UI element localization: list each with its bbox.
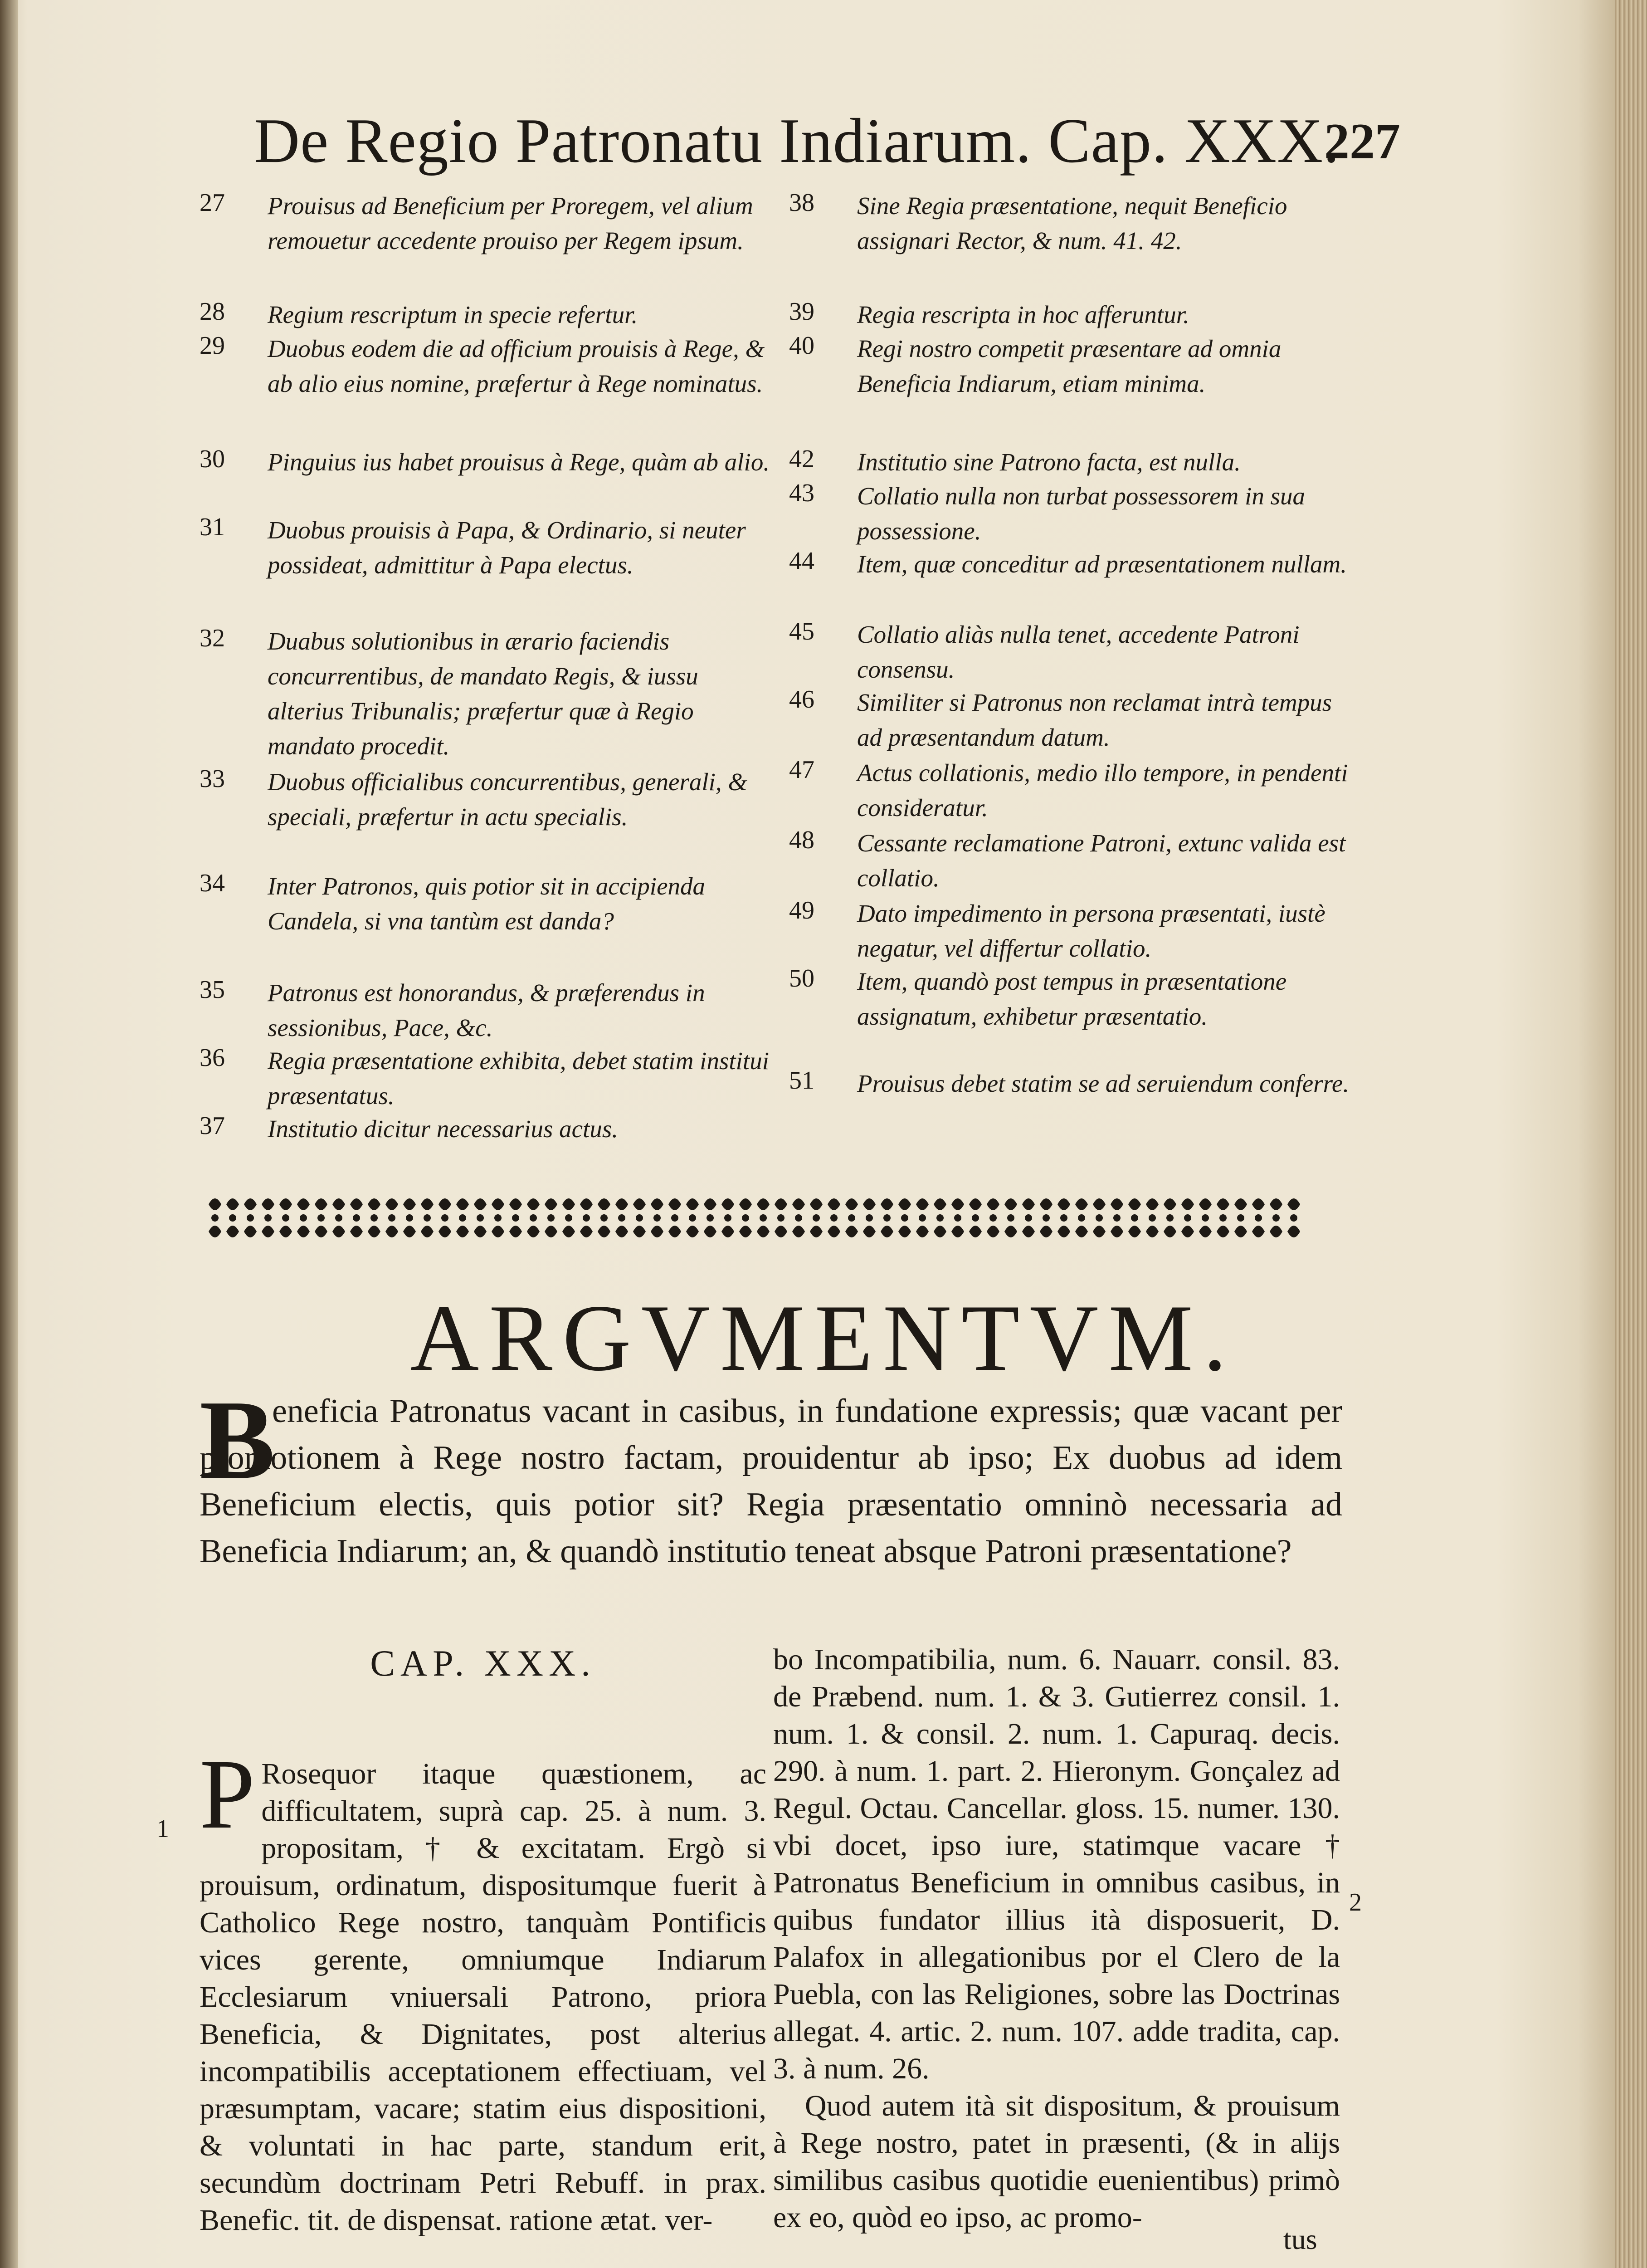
fleuron-ornament bbox=[545, 1198, 557, 1237]
drop-cap: P bbox=[200, 1739, 255, 1849]
fleuron-ornament bbox=[492, 1198, 504, 1237]
summary-text: Duobus eodem die ad officium prouisis à Rege, & ab alio eius nomine, præfertur à Rege nominatus. bbox=[268, 335, 765, 397]
fleuron-ornament bbox=[651, 1198, 663, 1237]
fleuron-ornament bbox=[1022, 1198, 1035, 1237]
fleuron-ornament bbox=[1057, 1198, 1070, 1237]
body-text: Quod autem ità sit dispositum, & prouisum à Rege nostro, patet in præsenti, (& in alijs similibus casibus quotidie euenientibus) primò ex eo, quòd eo ipso, ac promo- bbox=[773, 2089, 1340, 2234]
fleuron-ornament bbox=[226, 1198, 239, 1237]
fleuron-ornament bbox=[297, 1198, 310, 1237]
fleuron-ornament bbox=[350, 1198, 363, 1237]
summary-number: 37 bbox=[200, 1112, 225, 1140]
summary-number: 36 bbox=[200, 1044, 225, 1072]
summary-text: Item, quæ conceditur ad præsentationem nullam. bbox=[857, 550, 1347, 578]
summary-number: 30 bbox=[200, 445, 225, 473]
summary-text: Collatio aliàs nulla tenet, accedente Patroni consensu. bbox=[857, 621, 1300, 683]
fleuron-ornament bbox=[739, 1198, 752, 1237]
fleuron-ornament bbox=[332, 1198, 345, 1237]
fleuron-ornament bbox=[668, 1198, 681, 1237]
summary-number: 43 bbox=[789, 479, 814, 507]
fleuron-ornament bbox=[969, 1198, 982, 1237]
summary-number: 28 bbox=[200, 298, 225, 326]
summary-number: 44 bbox=[789, 547, 814, 575]
argumentum-block bbox=[200, 1377, 1342, 1642]
drop-cap: B bbox=[200, 1377, 275, 1503]
fleuron-ornament bbox=[845, 1198, 858, 1237]
fleuron-ornament bbox=[987, 1198, 999, 1237]
fleuron-ornament bbox=[1270, 1198, 1282, 1237]
fleuron-ornament bbox=[863, 1198, 876, 1237]
fleuron-ornament bbox=[509, 1198, 522, 1237]
fleuron-ornament bbox=[527, 1198, 540, 1237]
summary-text: Duobus officialibus concurrentibus, generali, & speciali, præfertur in actu specialis. bbox=[268, 768, 748, 831]
fleuron-ornament bbox=[1181, 1198, 1194, 1237]
fleuron-ornament bbox=[1146, 1198, 1159, 1237]
summary-number: 46 bbox=[789, 685, 814, 714]
fleuron-ornament bbox=[757, 1198, 770, 1237]
fleuron-ornament bbox=[421, 1198, 434, 1237]
summary-number: 47 bbox=[789, 756, 814, 784]
summary-number: 42 bbox=[789, 445, 814, 473]
summary-number: 50 bbox=[789, 964, 814, 992]
fleuron-ornament bbox=[934, 1198, 946, 1237]
fleuron-ornament bbox=[951, 1198, 964, 1237]
summary-text: Inter Patronos, quis potior sit in accipienda Candela, si vna tantùm est danda? bbox=[268, 872, 705, 935]
fleuron-ornament bbox=[916, 1198, 929, 1237]
body-text: bo Incompatibilia, num. 6. Nauarr. consil. 83. de Præbend. num. 1. & 3. Gutierrez consil. 1. num. 1. & consil. 2. num. 1. Capuraq. decis. 290. à num. 1. part. 2. Hieronym. Gonçalez ad Regul. Octau. Cancellar. gloss. 15. numer. 130. vbi docet, ipso iure, statimque vacare † Patronatus Beneficium in omnibus casibus, in quibus fundator illius ità disposuerit, D. Palafox in allegationibus por el Clero de la Puebla, con las Religiones, sobre las Doctrinas allegat. 4. artic. 2. num. 107. adde tradita, cap. 3. à num. 26. bbox=[773, 1643, 1340, 2085]
fleuron-ornament bbox=[1093, 1198, 1106, 1237]
fleuron-ornament bbox=[1111, 1198, 1123, 1237]
body-text: Rosequor itaque quæstionem, ac difficultatem, suprà cap. 25. à num. 3. propositam, † & excitatam. Ergò si prouisum, ordinatum, dispositumque fuerit à Catholico Rege nostro, tanquàm Pontificis vices gerente, omniumque Indiarum Ecclesiarum vniuersali Patrono, priora Beneficia, & Dignitates, post alterius incompatibilis acceptationem effectiuam, vel præsumptam, vacare; statim eius dispositioni, & voluntati in hac parte, standum erit, secundùm doctrinam Petri Rebuff. in prax. Benefic. tit. de dispensat. ratione ætat. ver- bbox=[200, 1757, 766, 2237]
summary-text: Cessante reclamatione Patroni, extunc valida est collatio. bbox=[857, 829, 1346, 892]
margin-note: 2 bbox=[1349, 1888, 1362, 1916]
fleuron-ornament bbox=[686, 1198, 699, 1237]
summary-text: Pinguius ius habet prouisus à Rege, quàm ab alio. bbox=[268, 448, 770, 476]
summary-number: 35 bbox=[200, 976, 225, 1004]
body-column-left bbox=[200, 1739, 766, 2268]
summary-number: 45 bbox=[789, 617, 814, 645]
fleuron-ornament bbox=[1234, 1198, 1247, 1237]
fleuron-ornament bbox=[279, 1198, 292, 1237]
ornament-band bbox=[200, 1184, 1333, 1252]
summary-text: Prouisus debet statim se ad seruiendum conferre. bbox=[857, 1070, 1350, 1097]
fleuron-ornament bbox=[1040, 1198, 1053, 1237]
fleuron-ornament bbox=[315, 1198, 327, 1237]
fleuron-ornament bbox=[615, 1198, 628, 1237]
fleuron-ornament bbox=[580, 1198, 593, 1237]
summary-text: Similiter si Patronus non reclamat intrà tempus ad præsentandum datum. bbox=[857, 689, 1332, 751]
fleuron-ornament bbox=[775, 1198, 787, 1237]
fleuron-ornament bbox=[598, 1198, 610, 1237]
fleuron-ornament bbox=[1252, 1198, 1265, 1237]
summary-text: Patronus est honorandus, & præferendus in sessionibus, Pace, &c. bbox=[268, 979, 705, 1041]
spine-shadow bbox=[0, 0, 18, 2268]
body-column-right bbox=[773, 1641, 1340, 2268]
summary-text: Regi nostro competit præsentare ad omnia Beneficia Indiarum, etiam minima. bbox=[857, 335, 1282, 397]
page-edges bbox=[1615, 0, 1647, 2268]
fleuron-ornament bbox=[1287, 1198, 1300, 1237]
summary-number: 31 bbox=[200, 513, 225, 541]
fleuron-ornament bbox=[209, 1198, 221, 1237]
fleuron-ornament bbox=[1164, 1198, 1176, 1237]
fleuron-ornament bbox=[385, 1198, 398, 1237]
fleuron-ornament bbox=[633, 1198, 646, 1237]
summary-number: 27 bbox=[200, 189, 225, 217]
summary-text: Duobus prouisis à Papa, & Ordinario, si neuter possideat, admittitur à Papa electus. bbox=[268, 516, 746, 579]
summary-text: Sine Regia præsentatione, nequit Beneficio assignari Rector, & num. 41. 42. bbox=[857, 192, 1287, 254]
summary-number: 29 bbox=[200, 332, 225, 360]
summary-number: 40 bbox=[789, 332, 814, 360]
fleuron-ornament bbox=[244, 1198, 257, 1237]
summary-text: Regia præsentatione exhibita, debet statim institui præsentatus. bbox=[268, 1047, 769, 1110]
summary-text: Collatio nulla non turbat possessorem in sua possessione. bbox=[857, 482, 1306, 545]
chapter-heading: CAP. XXX. bbox=[370, 1642, 596, 1684]
fleuron-ornament bbox=[721, 1198, 734, 1237]
fleuron-ornament bbox=[1004, 1198, 1017, 1237]
summary-text: Dato impedimento in persona præsentati, iustè negatur, vel differtur collatio. bbox=[857, 899, 1325, 962]
fleuron-ornament bbox=[792, 1198, 805, 1237]
fleuron-ornament bbox=[1075, 1198, 1088, 1237]
argumentum-text: eneficia Patronatus vacant in casibus, in fundatione expressis; quæ vacant per promotionem à Rege nostro factam, prouidentur ab ipso; Ex duobus ad idem Beneficium electis, quis potior sit? Regia præsentatio omninò necessaria ad Beneficia Indiarum; an, & quandò institutio teneat absque Patroni præsentatione? bbox=[200, 1393, 1342, 1570]
margin-note: 1 bbox=[156, 1815, 169, 1843]
fleuron-ornament bbox=[898, 1198, 911, 1237]
running-head bbox=[254, 104, 1415, 177]
fleuron-ornament bbox=[262, 1198, 274, 1237]
summary-number: 51 bbox=[789, 1066, 814, 1095]
argumentum-title: ARGVMENTVM. bbox=[410, 1286, 1237, 1391]
summary-number: 33 bbox=[200, 765, 225, 793]
page-number: 227 bbox=[1324, 113, 1400, 170]
summary-text: Item, quandò post tempus in præsentatione assignatum, exhibetur præsentatio. bbox=[857, 968, 1287, 1030]
fleuron-ornament bbox=[810, 1198, 823, 1237]
summary-number: 38 bbox=[789, 189, 814, 217]
fleuron-ornament bbox=[474, 1198, 487, 1237]
summary-text: Prouisus ad Beneficium per Proregem, vel alium remouetur accedente prouiso per Regem ipsum. bbox=[268, 192, 753, 254]
running-title: De Regio Patronatu Indiarum. Cap. XXX. bbox=[254, 106, 1340, 176]
fleuron-ornament bbox=[368, 1198, 380, 1237]
summary-text: Regia rescripta in hoc afferuntur. bbox=[857, 301, 1189, 328]
summary-text: Institutio dicitur necessarius actus. bbox=[268, 1115, 619, 1143]
catchword: tus bbox=[1283, 2223, 1317, 2255]
fleuron-ornament bbox=[1217, 1198, 1229, 1237]
summary-text: Actus collationis, medio illo tempore, in pendenti consideratur. bbox=[857, 759, 1348, 821]
summary-text: Institutio sine Patrono facta, est nulla. bbox=[857, 448, 1241, 476]
summary-text: Regium rescriptum in specie refertur. bbox=[268, 301, 638, 328]
summary-number: 48 bbox=[789, 826, 814, 854]
summary-number: 39 bbox=[789, 298, 814, 326]
fleuron-ornament bbox=[828, 1198, 840, 1237]
fleuron-ornament bbox=[456, 1198, 469, 1237]
summary-number: 32 bbox=[200, 624, 225, 652]
summary-number: 49 bbox=[789, 896, 814, 924]
fleuron-ornament bbox=[439, 1198, 451, 1237]
summary-number: 34 bbox=[200, 869, 225, 897]
fleuron-ornament bbox=[1128, 1198, 1141, 1237]
fleuron-ornament bbox=[704, 1198, 716, 1237]
summary-text: Duabus solutionibus in ærario faciendis concurrentibus, de mandato Regis, & iussu alterius Tribunalis; præfertur quæ à Regio mandato procedit. bbox=[268, 627, 698, 760]
fleuron-ornament bbox=[403, 1198, 416, 1237]
fleuron-ornament bbox=[1199, 1198, 1212, 1237]
fleuron-ornament bbox=[881, 1198, 893, 1237]
fleuron-ornament bbox=[562, 1198, 575, 1237]
